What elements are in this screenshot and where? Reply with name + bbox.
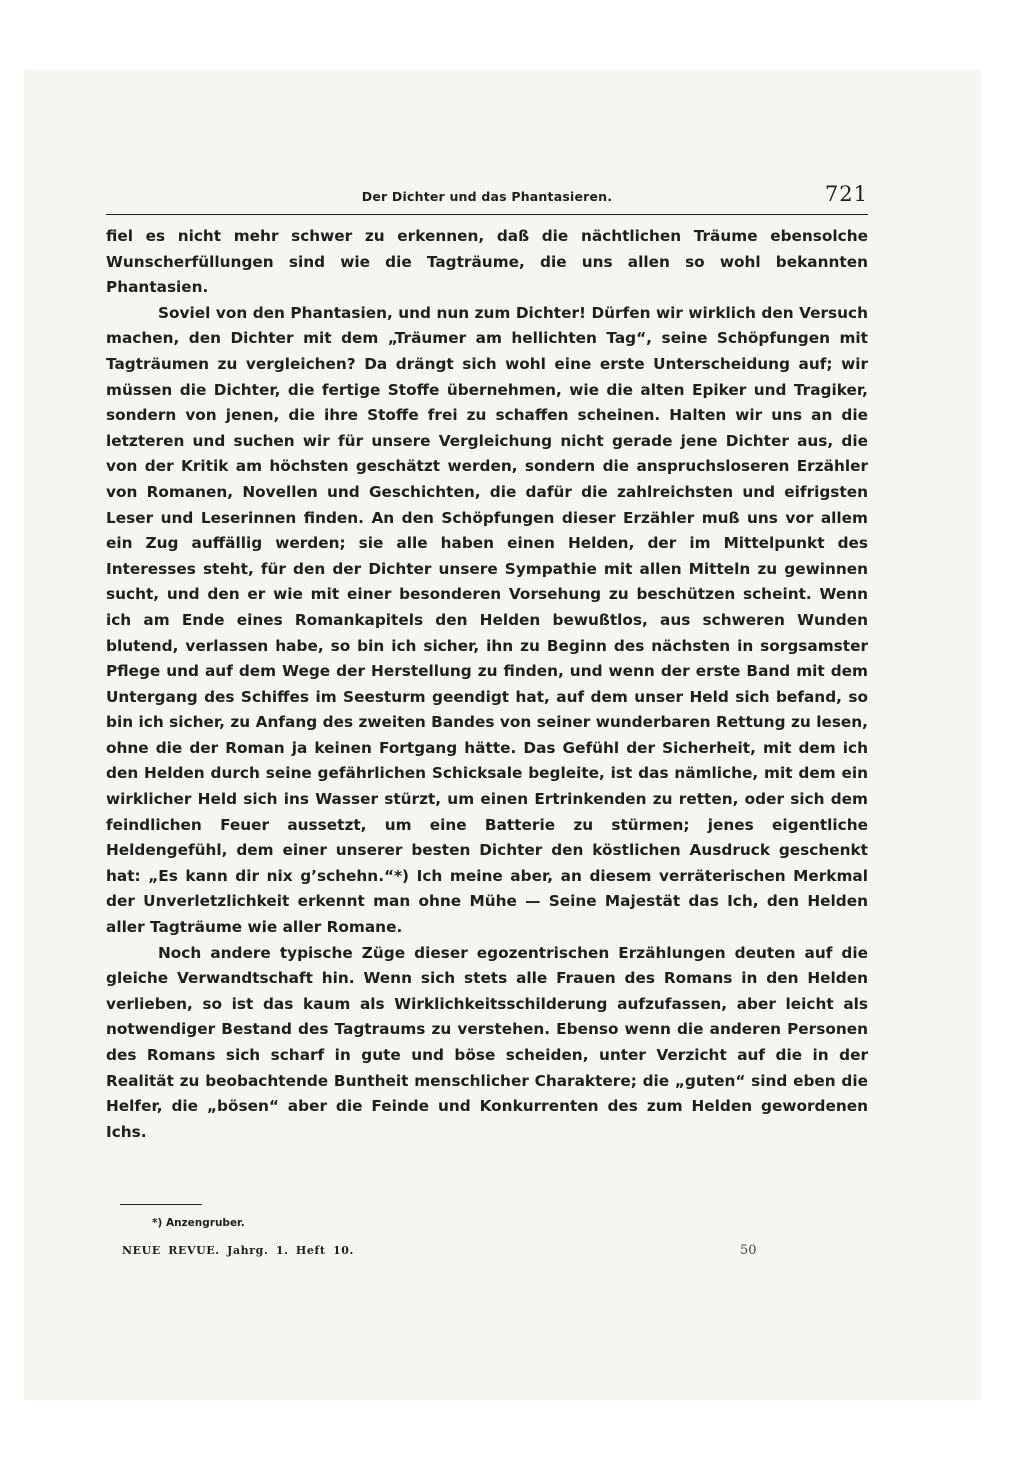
running-title: Der Dichter und das Phantasieren. <box>361 189 613 204</box>
running-head <box>106 182 868 215</box>
page-number: 721 <box>824 182 868 206</box>
footnote-divider <box>120 1204 202 1205</box>
paragraph-dichter: Soviel von den Phantasien, und nun zum Dichter! Dürfen wir wirklich den Versuch machen, den Dichter mit dem „Träumer am hellichten Tag“, seine Schöpfungen mit Tagträumen zu vergleichen? Da drängt sich wohl eine erste Unterscheidung auf; wir müssen die Dichter, die fertige Stoffe übernehmen, wie die alten Epiker und Tragiker, sondern von jenen, die ihre Stoffe frei zu schaffen scheinen. Halten wir uns an die letzteren und suchen wir für unsere Vergleichung nicht gerade jene Dichter aus, die von der Kritik am höchsten geschätzt werden, sondern die anspruchsloseren Erzähler von Romanen, Novellen und Geschichten, die dafür die zahlreichsten und eifrigsten Leser und Leserinnen finden. An den Schöpfungen dieser Erzähler muß uns vor allem ein Zug auffällig werden; sie alle haben einen Helden, der im Mittelpunkt des Interesses steht, für den der Dichter unsere Sympathie mit allen Mitteln zu gewinnen sucht, und den er wie mit einer besonderen Vorsehung zu beschützen scheint. Wenn ich am Ende eines Romankapitels den Helden bewußtlos, aus schweren Wunden blutend, verlassen habe, so bin ich sicher, ihn zu Beginn des nächsten in sorgsamster Pflege und auf dem Wege der Herstellung zu finden, und wenn der erste Band mit dem Untergang des Schiffes im Seesturm geendigt hat, auf dem unser Held sich befand, so bin ich sicher, zu Anfang des zweiten Bandes von seiner wunderbaren Rettung zu lesen, ohne die der Roman ja keinen Fortgang hätte. Das Gefühl der Sicherheit, mit dem ich den Helden durch seine gefährlichen Schicksale begleite, ist das nämliche, mit dem ein wirklicher Held sich ins Wasser stürzt, um einen Ertrinkenden zu retten, oder sich dem feindlichen Feuer aussetzt, um eine Batterie zu stürmen; jenes eigentliche Heldengefühl, dem einer unserer besten Dichter den köstlichen Ausdruck geschenkt hat: „Es kann dir nix g’schehn.“*) Ich meine aber, an diesem verräterischen Merkmal der Unverletzlichkeit erkennt man ohne Mühe — Seine Majestät das Ich, den Helden aller Tagträume wie aller Romane. <box>106 303 868 937</box>
journal-footer: NEUE REVUE. Jahrg. 1. Heft 10. <box>122 1244 354 1257</box>
paragraph-typische-zuege: Noch andere typische Züge dieser egozentrischen Erzählungen deuten auf die gleiche Verwandtschaft hin. Wenn sich stets alle Frauen des Romans in den Helden verlieben, so ist das kaum als Wirklichkeitsschilderung aufzufassen, aber leicht als notwendiger Bestand des Tagtraums zu verstehen. Ebenso wenn die anderen Personen des Romans sich scharf in gute und böse scheiden, unter Verzicht auf die in der Realität zu beobachtende Buntheit menschlicher Charaktere; die „guten“ sind eben die Helfer, die „bösen“ aber die Feinde und Konkurrenten des zum Helden gewordenen Ichs. <box>106 943 868 1141</box>
signature-mark: 50 <box>740 1243 757 1258</box>
footnote: *) Anzengruber. <box>152 1217 245 1229</box>
paragraph-continuation: fiel es nicht mehr schwer zu erkennen, daß die nächtlichen Träume ebensolche Wunscherfüllungen sind wie die Tagträume, die uns allen so wohl bekannten Phantasien. <box>106 227 868 297</box>
body-text <box>106 224 868 1145</box>
